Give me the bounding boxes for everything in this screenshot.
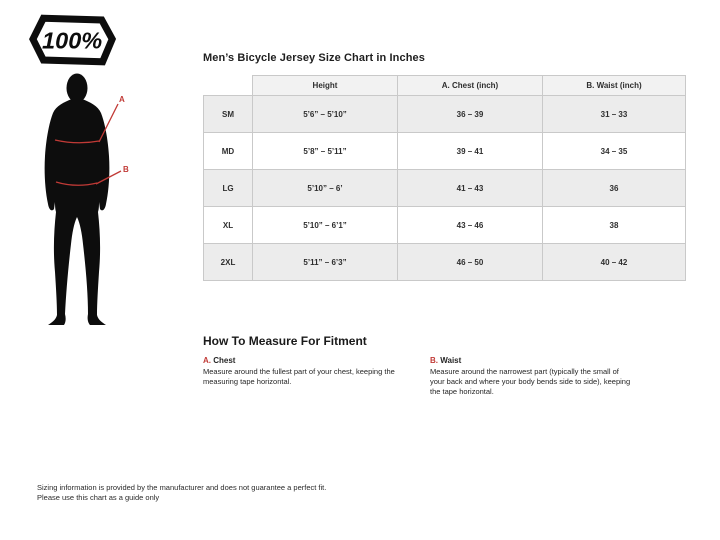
waist-label-b: B	[123, 165, 129, 174]
chest-marker: A.	[203, 356, 211, 365]
waist-cell: 40 – 42	[543, 244, 686, 281]
height-cell: 5’10” – 6’	[253, 170, 398, 207]
page-title: Men’s Bicycle Jersey Size Chart in Inches	[203, 52, 425, 64]
brand-logo-text: 100%	[42, 27, 103, 54]
header-waist: B. Waist (inch)	[543, 76, 686, 96]
waist-cell: 34 – 35	[543, 133, 686, 170]
table-row	[204, 170, 686, 207]
height-cell: 5’10” – 6’1”	[253, 207, 398, 244]
waist-instructions-line: the tape horizontal.	[430, 387, 494, 396]
measure-chest-block	[203, 356, 398, 387]
measure-waist-title	[430, 356, 678, 366]
height-cell: 5’6” – 5’10”	[253, 96, 398, 133]
chest-cell: 36 – 39	[398, 96, 543, 133]
waist-name: Waist	[440, 356, 462, 365]
waist-marker: B.	[430, 356, 438, 365]
measure-chest-title	[203, 356, 398, 366]
table-row	[204, 207, 686, 244]
measure-section-heading: How To Measure For Fitment	[203, 334, 367, 348]
size-table	[203, 75, 686, 281]
chest-cell: 39 – 41	[398, 133, 543, 170]
height-cell: 5’11” – 6’3”	[253, 244, 398, 281]
measure-waist-block	[430, 356, 678, 397]
chest-cell: 46 – 50	[398, 244, 543, 281]
disclaimer-line: Sizing information is provided by the manufacturer and does not guarantee a perfect fit.	[37, 483, 327, 492]
silhouette-head	[67, 74, 88, 103]
chest-name: Chest	[213, 356, 236, 365]
header-height: Height	[253, 76, 398, 96]
brand-logo-icon	[29, 13, 117, 67]
waist-instructions-line: Measure around the narrowest part (typically the small of	[430, 367, 619, 376]
waist-instructions-line: your back and where your body bends side to side), keeping	[430, 377, 631, 386]
waist-cell: 31 – 33	[543, 96, 686, 133]
silhouette-body	[45, 99, 110, 325]
disclaimer-line: Please use this chart as a guide only	[37, 493, 160, 502]
header-chest: A. Chest (inch)	[398, 76, 543, 96]
height-cell: 5’8” – 5’11”	[253, 133, 398, 170]
waist-cell: 36	[543, 170, 686, 207]
size-cell: SM	[204, 96, 253, 133]
waist-cell: 38	[543, 207, 686, 244]
chest-cell: 41 – 43	[398, 170, 543, 207]
size-cell: 2XL	[204, 244, 253, 281]
size-cell: LG	[204, 170, 253, 207]
size-cell: XL	[204, 207, 253, 244]
table-header-row	[204, 76, 686, 96]
chest-cell: 43 – 46	[398, 207, 543, 244]
size-cell: MD	[204, 133, 253, 170]
table-row	[204, 96, 686, 133]
chest-instructions-line: Measure around the fullest part of your chest, keeping the	[203, 367, 395, 376]
header-blank-cell	[204, 76, 253, 96]
table-row	[204, 244, 686, 281]
body-silhouette	[40, 72, 140, 328]
chest-label-a: A	[119, 95, 125, 104]
disclaimer	[37, 483, 326, 503]
table-row	[204, 133, 686, 170]
chest-instructions-line: measuring tape horizontal.	[203, 377, 292, 386]
